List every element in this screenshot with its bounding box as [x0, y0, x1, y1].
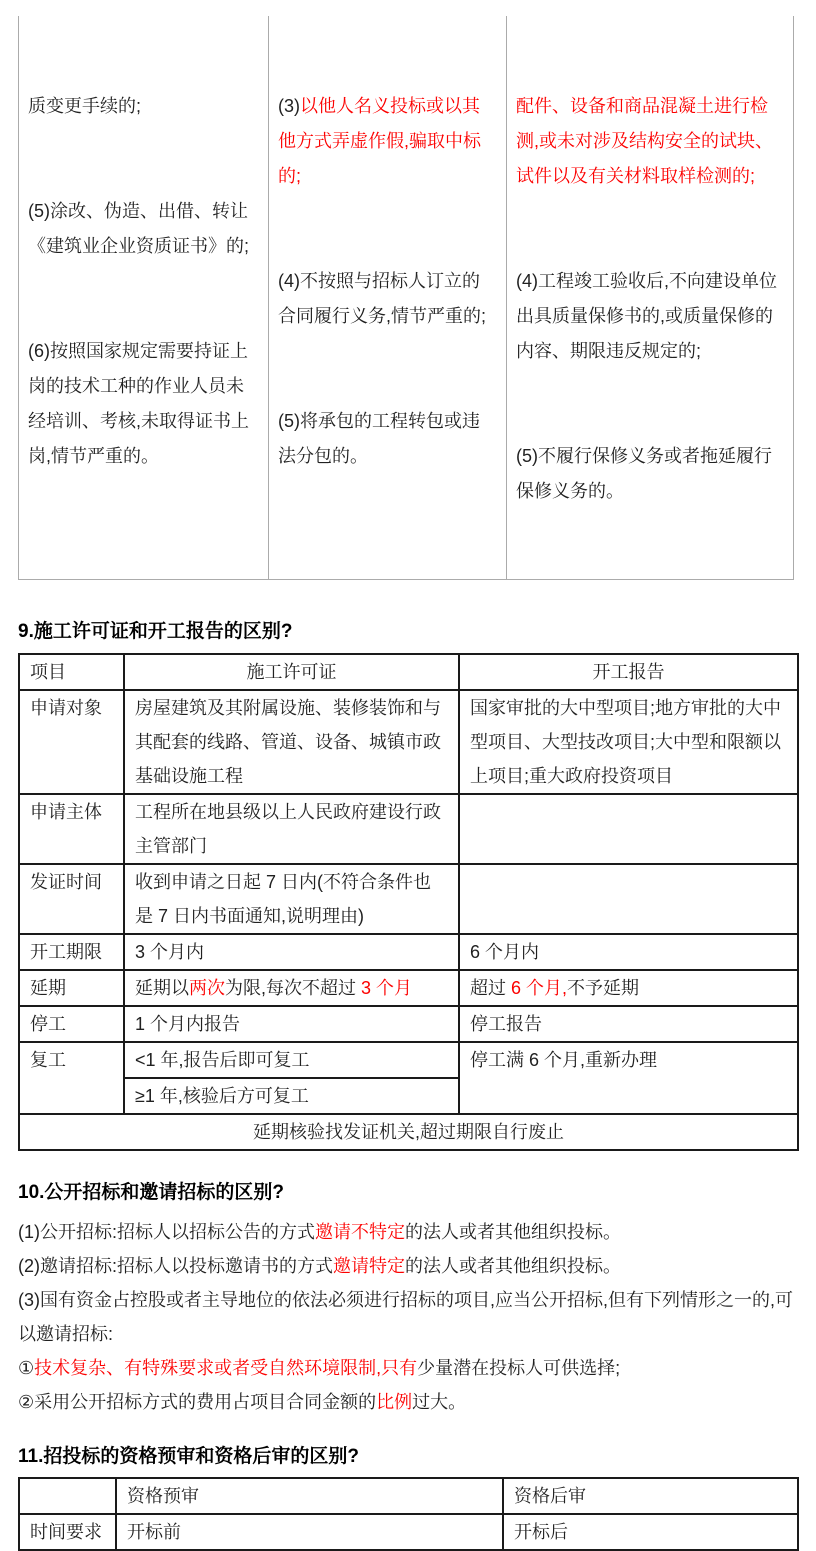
paragraph: (4)不按照与招标人订立的合同履行义务,情节严重的; [278, 271, 487, 326]
row-label: 开工期限 [19, 934, 124, 970]
continuation-cell-middle [269, 16, 507, 580]
cell-report [459, 864, 798, 934]
section-10-heading: 10.公开招标和邀请招标的区别? [18, 1182, 285, 1203]
section-11-heading: 11.招投标的资格预审和资格后审的区别? [18, 1446, 359, 1467]
continuation-table-row [19, 16, 794, 580]
cell-permit: ≥1 年,核验后方可复工 [124, 1078, 459, 1114]
column-header: 项目 [19, 654, 124, 690]
row-label: 停工 [19, 1006, 124, 1042]
continuation-table [18, 16, 794, 580]
column-header [19, 1478, 116, 1514]
continuation-cell-right [507, 16, 794, 580]
table-row [19, 970, 798, 1006]
table-footer-row [19, 1114, 798, 1150]
row-label: 延期 [19, 970, 124, 1006]
cell-report: 停工报告 [459, 1006, 798, 1042]
paragraph: (5)涂改、伪造、出借、转让《建筑业企业资质证书》的; [28, 201, 249, 256]
paragraph: (5)将承包的工程转包或违法分包的。 [278, 411, 480, 466]
cell-pre: 开标前 [116, 1514, 503, 1550]
table-row [19, 1006, 798, 1042]
paragraph: 质变更手续的; [28, 96, 142, 116]
cell-permit: 3 个月内 [124, 934, 459, 970]
cell-report: 超过 6 个月,不予延期 [459, 970, 798, 1006]
paragraph: ①技术复杂、有特殊要求或者受自然环境限制,只有少量潜在投标人可供选择; [18, 1358, 621, 1378]
continuation-cell-left [19, 16, 269, 580]
table-header-row [19, 654, 798, 690]
cell-report: 停工满 6 个月,重新办理 [459, 1042, 798, 1114]
column-header: 开工报告 [459, 654, 798, 690]
table-row [19, 690, 798, 794]
paragraph: (3)以他人名义投标或以其他方式弄虚作假,骗取中标的; [278, 96, 481, 186]
cell-permit: 房屋建筑及其附属设施、装修装饰和与其配套的线路、管道、设备、城镇市政基础设施工程 [124, 690, 459, 794]
paragraph: (1)公开招标:招标人以招标公告的方式邀请不特定的法人或者其他组织投标。 [18, 1222, 621, 1242]
row-label: 复工 [19, 1042, 124, 1114]
section-9-heading: 9.施工许可证和开工报告的区别? [18, 621, 293, 642]
cell-post: 开标后 [503, 1514, 798, 1550]
paragraph: (3)国有资金占控股或者主导地位的依法必须进行招标的项目,应当公开招标,但有下列情形之一的,可以邀请招标: [18, 1290, 793, 1344]
cell-permit: 延期以两次为限,每次不超过 3 个月 [124, 970, 459, 1006]
prequalification-table [18, 1477, 799, 1551]
column-header: 资格预审 [116, 1478, 503, 1514]
cell-permit: 1 个月内报告 [124, 1006, 459, 1042]
paragraph: (4)工程竣工验收后,不向建设单位出具质量保修书的,或质量保修的内容、期限违反规定的; [516, 271, 777, 361]
row-label: 时间要求 [19, 1514, 116, 1550]
paragraph: 配件、设备和商品混凝土进行检测,或未对涉及结构安全的试块、试件以及有关材料取样检测的; [516, 96, 773, 186]
table-row [19, 1042, 798, 1078]
paragraph: ②采用公开招标方式的费用占项目合同金额的比例过大。 [18, 1392, 467, 1412]
paragraph: (6)按照国家规定需要持证上岗的技术工种的作业人员未经培训、考核,未取得证书上岗,情节严重的。 [28, 341, 249, 466]
cell-report: 6 个月内 [459, 934, 798, 970]
table-row [19, 794, 798, 864]
cell-report [459, 794, 798, 864]
table-row [19, 1514, 798, 1550]
column-header: 资格后审 [503, 1478, 798, 1514]
table-row [19, 934, 798, 970]
paragraph: (5)不履行保修义务或者拖延履行保修义务的。 [516, 446, 772, 501]
permit-vs-report-table [18, 653, 799, 1151]
cell-report: 国家审批的大中型项目;地方审批的大中型项目、大型技改项目;大中型和限额以上项目;重大政府投资项目 [459, 690, 798, 794]
cell-permit: 工程所在地县级以上人民政府建设行政主管部门 [124, 794, 459, 864]
document-page [0, 16, 816, 1551]
row-label: 申请主体 [19, 794, 124, 864]
row-label: 申请对象 [19, 690, 124, 794]
cell-permit: <1 年,报告后即可复工 [124, 1042, 459, 1078]
column-header: 施工许可证 [124, 654, 459, 690]
table-footer-note: 延期核验找发证机关,超过期限自行废止 [19, 1114, 798, 1150]
section-10-body [18, 1215, 797, 1419]
cell-permit: 收到申请之日起 7 日内(不符合条件也是 7 日内书面通知,说明理由) [124, 864, 459, 934]
row-label: 发证时间 [19, 864, 124, 934]
table-row [19, 864, 798, 934]
table-header-row [19, 1478, 798, 1514]
paragraph: (2)邀请招标:招标人以投标邀请书的方式邀请特定的法人或者其他组织投标。 [18, 1256, 621, 1276]
